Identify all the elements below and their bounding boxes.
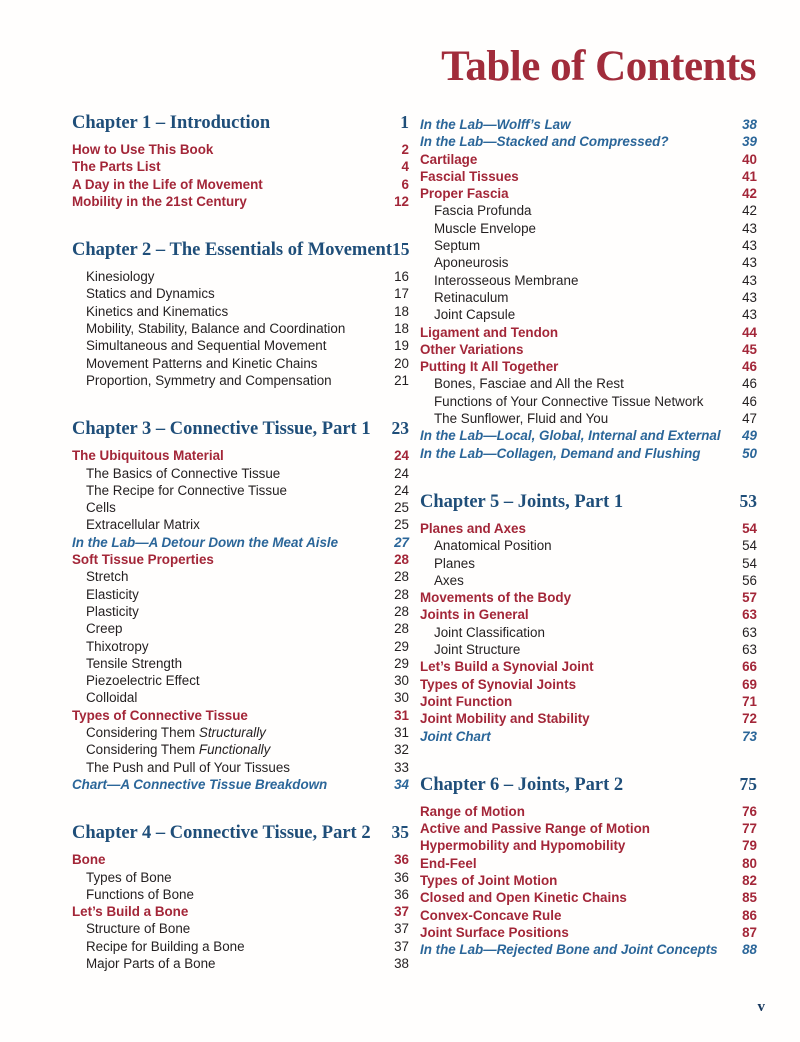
toc-entry-row [420, 133, 757, 150]
entry-label: Soft Tissue Properties [72, 552, 214, 568]
entry-label: Muscle Envelope [434, 220, 536, 236]
toc-entry-row [420, 427, 757, 444]
toc-entry-row [72, 268, 409, 285]
entry-label: Fascia Profunda [434, 203, 532, 219]
toc-entry-row [72, 869, 409, 886]
entry-label: In the Lab—Local, Global, Internal and External [420, 428, 721, 444]
entry-label: A Day in the Life of Movement [72, 176, 263, 192]
entry-page: 46 [742, 359, 757, 375]
entry-label: In the Lab—Stacked and Compressed? [420, 134, 669, 150]
toc-entry-row [72, 759, 409, 776]
entry-label: End-Feel [420, 855, 477, 871]
toc-block [72, 239, 409, 389]
page-title: Table of Contents [441, 43, 756, 90]
entry-page: 24 [394, 448, 409, 464]
entry-page: 28 [394, 621, 409, 637]
toc-entry-row [72, 955, 409, 972]
toc-entry-row [420, 375, 757, 392]
entry-page: 42 [742, 203, 757, 219]
entry-label: Simultaneous and Sequential Movement [86, 338, 327, 354]
toc-entry-row [420, 220, 757, 237]
entry-page: 33 [394, 759, 409, 775]
toc-entry-row [72, 337, 409, 354]
entry-label: Considering Them Functionally [86, 742, 271, 758]
chapter-heading-row [420, 491, 757, 513]
toc-column-left [72, 112, 409, 972]
toc-entry-row [420, 272, 757, 289]
entry-label: Joints in General [420, 607, 529, 623]
toc-entry-row [420, 710, 757, 727]
toc-entry-row [420, 641, 757, 658]
entry-page: 31 [394, 707, 409, 723]
entry-label: Piezoelectric Effect [86, 673, 200, 689]
toc-entry-row [72, 603, 409, 620]
folio-page-number: v [757, 999, 765, 1015]
entry-page: 28 [394, 586, 409, 602]
toc-entry-row [72, 355, 409, 372]
entry-label: Chart—A Connective Tissue Breakdown [72, 776, 328, 792]
toc-entry-row [72, 516, 409, 533]
entry-label: Mobility in the 21st Century [72, 193, 247, 209]
entry-label: Putting It All Together [420, 359, 559, 375]
toc-entry-row [72, 689, 409, 706]
entry-page: 28 [394, 603, 409, 619]
entry-label: Planes and Axes [420, 520, 526, 536]
entry-label: Aponeurosis [434, 255, 509, 271]
entry-page: 31 [394, 725, 409, 741]
entry-page: 25 [394, 500, 409, 516]
toc-entry-row [72, 568, 409, 585]
chapter-page: 35 [391, 822, 409, 843]
entry-label: Joint Surface Positions [420, 924, 569, 940]
entry-page: 18 [394, 321, 409, 337]
entry-page: 63 [742, 607, 757, 623]
toc-entry-row [72, 447, 409, 464]
entry-label: Axes [434, 572, 464, 588]
toc-entry-row [72, 158, 409, 175]
toc-entry-row [72, 534, 409, 551]
entry-page: 43 [742, 307, 757, 323]
entry-page: 47 [742, 411, 757, 427]
entry-page: 54 [742, 538, 757, 554]
entry-label: Range of Motion [420, 803, 525, 819]
toc-entry-row [420, 872, 757, 889]
toc-entry-row [420, 445, 757, 462]
entry-page: 85 [742, 890, 757, 906]
toc-entry-row [72, 586, 409, 603]
toc-entry-row [420, 254, 757, 271]
toc-block [72, 112, 409, 210]
entry-page: 39 [742, 134, 757, 150]
toc-entry-row [420, 237, 757, 254]
entry-label: Considering Them Structurally [86, 725, 266, 741]
toc-entry-row [420, 151, 757, 168]
entry-label: Bones, Fasciae and All the Rest [434, 376, 624, 392]
toc-entry-row [72, 655, 409, 672]
entry-page: 24 [394, 465, 409, 481]
entry-page: 42 [742, 186, 757, 202]
chapter-title: Chapter 3 – Connective Tissue, Part 1 [72, 419, 371, 440]
toc-entry-row [72, 285, 409, 302]
chapter-page: 1 [400, 112, 409, 132]
entry-label: Kinetics and Kinematics [86, 303, 229, 319]
toc-entry-row [420, 393, 757, 410]
entry-page: 45 [742, 341, 757, 357]
toc-entry-row [420, 606, 757, 623]
entry-label: Convex-Concave Rule [420, 907, 562, 923]
toc-entry-row [420, 410, 757, 427]
toc-entry-row [420, 306, 757, 323]
entry-page: 36 [394, 852, 409, 868]
chapter-heading-row [72, 239, 409, 261]
entry-page: 43 [742, 272, 757, 288]
entry-label: Joint Capsule [434, 307, 516, 323]
entry-page: 44 [742, 324, 757, 340]
toc-entry-row [72, 920, 409, 937]
entry-page: 38 [394, 955, 409, 971]
toc-entry-row [420, 537, 757, 554]
entry-page: 69 [742, 676, 757, 692]
entry-label: The Push and Pull of Your Tissues [86, 759, 290, 775]
entry-page: 25 [394, 517, 409, 533]
entry-page: 30 [394, 690, 409, 706]
entry-label: Colloidal [86, 690, 138, 706]
toc-entry-row [72, 620, 409, 637]
chapter-page: 75 [739, 773, 757, 794]
entry-label: Ligament and Tendon [420, 324, 559, 340]
toc-entry-row [420, 185, 757, 202]
entry-label: Joint Classification [434, 624, 545, 640]
toc-entry-row [72, 193, 409, 210]
toc-entry-row [420, 289, 757, 306]
chapter-heading-row [72, 418, 409, 440]
entry-label: Hypermobility and Hypomobility [420, 838, 626, 854]
toc-entry-row [72, 776, 409, 793]
entry-label: Functions of Bone [86, 886, 194, 902]
entry-page: 32 [394, 742, 409, 758]
toc-entry-row [420, 324, 757, 341]
toc-entry-row [420, 820, 757, 837]
entry-page: 2 [401, 142, 409, 157]
toc-entry-row [420, 555, 757, 572]
entry-label: Closed and Open Kinetic Chains [420, 890, 627, 906]
entry-label: How to Use This Book [72, 142, 214, 157]
entry-page: 28 [394, 569, 409, 585]
entry-label: Major Parts of a Bone [86, 955, 216, 971]
entry-page: 4 [401, 159, 409, 175]
entry-page: 63 [742, 624, 757, 640]
entry-label: Proportion, Symmetry and Compensation [86, 372, 332, 388]
entry-label: Joint Mobility and Stability [420, 711, 590, 727]
entry-label: In the Lab—Collagen, Demand and Flushing [420, 445, 701, 461]
toc-entry-row [420, 855, 757, 872]
entry-label: Retinaculum [434, 289, 509, 305]
toc-block [420, 116, 757, 462]
toc-entry-row [72, 320, 409, 337]
entry-page: 54 [742, 520, 757, 536]
entry-label: Septum [434, 238, 481, 254]
entry-page: 43 [742, 220, 757, 236]
entry-page: 46 [742, 376, 757, 392]
toc-entry-row [72, 886, 409, 903]
entry-label: Mobility, Stability, Balance and Coordination [86, 321, 346, 337]
toc-entry-row [72, 141, 409, 158]
entry-page: 79 [742, 838, 757, 854]
toc-block [420, 491, 757, 745]
entry-label: Planes [434, 555, 475, 571]
entry-label: Interosseous Membrane [434, 272, 579, 288]
entry-page: 46 [742, 393, 757, 409]
entry-page: 37 [394, 921, 409, 937]
chapter-title: Chapter 1 – Introduction [72, 113, 271, 133]
entry-page: 29 [394, 638, 409, 654]
toc-entry-row [420, 837, 757, 854]
toc-entry-row [72, 903, 409, 920]
toc-entry-row [420, 624, 757, 641]
chapter-title: Chapter 4 – Connective Tissue, Part 2 [72, 823, 371, 844]
toc-entry-row [72, 465, 409, 482]
entry-page: 17 [394, 286, 409, 302]
entry-page: 16 [394, 269, 409, 285]
entry-page: 37 [394, 938, 409, 954]
entry-page: 24 [394, 482, 409, 498]
toc-entry-row [72, 482, 409, 499]
entry-label: In the Lab—Wolff’s Law [420, 117, 571, 132]
entry-page: 49 [742, 428, 757, 444]
entry-label: Structure of Bone [86, 921, 191, 937]
entry-page: 20 [394, 355, 409, 371]
entry-page: 18 [394, 303, 409, 319]
entry-page: 77 [742, 821, 757, 837]
toc-entry-row [72, 638, 409, 655]
toc-entry-row [420, 693, 757, 710]
toc-entry-row [72, 741, 409, 758]
entry-page: 41 [742, 168, 757, 184]
entry-page: 40 [742, 151, 757, 167]
chapter-heading-row [72, 112, 409, 134]
entry-label: Thixotropy [86, 638, 149, 654]
entry-label: Let’s Build a Synovial Joint [420, 659, 594, 675]
toc-entry-row [72, 176, 409, 193]
entry-page: 29 [394, 655, 409, 671]
toc-block [420, 774, 757, 959]
entry-label: Tensile Strength [86, 655, 183, 671]
entry-label: Joint Structure [434, 642, 521, 658]
entry-label: Cells [86, 500, 116, 516]
entry-label: Functions of Your Connective Tissue Network [434, 393, 704, 409]
entry-label: Joint Function [420, 693, 513, 709]
entry-page: 71 [742, 693, 757, 709]
toc-column-right [420, 116, 757, 958]
entry-label: Movements of the Body [420, 590, 572, 606]
entry-page: 34 [394, 776, 409, 792]
entry-page: 6 [401, 176, 409, 192]
toc-entry-row [420, 889, 757, 906]
entry-page: 30 [394, 673, 409, 689]
entry-label: Proper Fascia [420, 186, 509, 202]
chapter-title: Chapter 6 – Joints, Part 2 [420, 774, 624, 795]
entry-label: Statics and Dynamics [86, 286, 215, 302]
entry-page: 21 [394, 372, 409, 388]
toc-entry-row [420, 202, 757, 219]
entry-label: Types of Connective Tissue [72, 707, 248, 723]
entry-label: The Recipe for Connective Tissue [86, 482, 287, 498]
entry-page: 57 [742, 590, 757, 606]
toc-entry-row [72, 724, 409, 741]
entry-label: Kinesiology [86, 269, 155, 285]
entry-label: Recipe for Building a Bone [86, 938, 245, 954]
entry-label: Bone [72, 852, 106, 868]
entry-page: 19 [394, 338, 409, 354]
entry-page: 38 [742, 117, 757, 132]
entry-label: Types of Joint Motion [420, 872, 558, 888]
chapter-page: 15 [391, 239, 410, 260]
entry-page: 66 [742, 659, 757, 675]
toc-entry-row [420, 341, 757, 358]
toc-entry-row [72, 303, 409, 320]
toc-entry-row [420, 728, 757, 745]
entry-label: Anatomical Position [434, 538, 552, 554]
toc-entry-row [420, 676, 757, 693]
toc-entry-row [420, 116, 757, 133]
entry-label: Cartilage [420, 151, 478, 167]
entry-page: 88 [742, 942, 757, 958]
entry-label: Extracellular Matrix [86, 517, 200, 533]
toc-entry-row [72, 851, 409, 868]
toc-entry-row [420, 924, 757, 941]
toc-entry-row [420, 520, 757, 537]
toc-entry-row [72, 551, 409, 568]
entry-label: Creep [86, 621, 123, 637]
toc-entry-row [72, 707, 409, 724]
chapter-heading-row [420, 774, 757, 796]
entry-label: Types of Synovial Joints [420, 676, 577, 692]
toc-entry-row [420, 907, 757, 924]
entry-page: 56 [742, 572, 757, 588]
entry-label: Joint Chart [420, 728, 491, 744]
toc-entry-row [420, 168, 757, 185]
chapter-page: 23 [391, 418, 409, 439]
toc-block [72, 418, 409, 793]
entry-label: Let’s Build a Bone [72, 904, 189, 920]
chapter-title: Chapter 5 – Joints, Part 1 [420, 491, 624, 512]
chapter-page: 53 [739, 490, 757, 511]
toc-block [72, 822, 409, 972]
toc-entry-row [420, 358, 757, 375]
toc-entry-row [72, 372, 409, 389]
toc-entry-row [420, 658, 757, 675]
entry-page: 82 [742, 872, 757, 888]
entry-page: 73 [742, 728, 757, 744]
entry-label: Types of Bone [86, 869, 172, 885]
entry-label: Elasticity [86, 586, 139, 602]
toc-entry-row [420, 589, 757, 606]
entry-page: 76 [742, 803, 757, 819]
entry-label: The Ubiquitous Material [72, 448, 224, 464]
toc-entry-row [420, 572, 757, 589]
entry-label: Fascial Tissues [420, 168, 519, 184]
entry-label: In the Lab—Rejected Bone and Joint Concepts [420, 942, 718, 958]
entry-label: Movement Patterns and Kinetic Chains [86, 355, 318, 371]
chapter-heading-row [72, 822, 409, 844]
entry-page: 12 [394, 193, 409, 209]
entry-label: The Basics of Connective Tissue [86, 465, 281, 481]
entry-page: 43 [742, 289, 757, 305]
entry-page: 63 [742, 642, 757, 658]
entry-label: Other Variations [420, 341, 524, 357]
entry-page: 72 [742, 711, 757, 727]
entry-page: 43 [742, 238, 757, 254]
entry-page: 43 [742, 255, 757, 271]
entry-page: 36 [394, 869, 409, 885]
entry-page: 86 [742, 907, 757, 923]
entry-page: 36 [394, 886, 409, 902]
toc-entry-row [420, 803, 757, 820]
entry-label: Stretch [86, 569, 129, 585]
entry-page: 54 [742, 555, 757, 571]
entry-label: The Parts List [72, 159, 161, 175]
toc-entry-row [420, 941, 757, 958]
entry-page: 28 [394, 552, 409, 568]
entry-label: Active and Passive Range of Motion [420, 821, 650, 837]
entry-page: 37 [394, 904, 409, 920]
entry-label: In the Lab—A Detour Down the Meat Aisle [72, 534, 339, 550]
toc-entry-row [72, 938, 409, 955]
entry-page: 50 [742, 445, 757, 461]
toc-entry-row [72, 672, 409, 689]
entry-page: 80 [742, 855, 757, 871]
entry-label: Plasticity [86, 603, 139, 619]
entry-page: 87 [742, 924, 757, 940]
entry-page: 27 [394, 534, 409, 550]
entry-label: The Sunflower, Fluid and You [434, 411, 609, 427]
toc-entry-row [72, 499, 409, 516]
chapter-title: Chapter 2 – The Essentials of Movement [72, 240, 392, 261]
